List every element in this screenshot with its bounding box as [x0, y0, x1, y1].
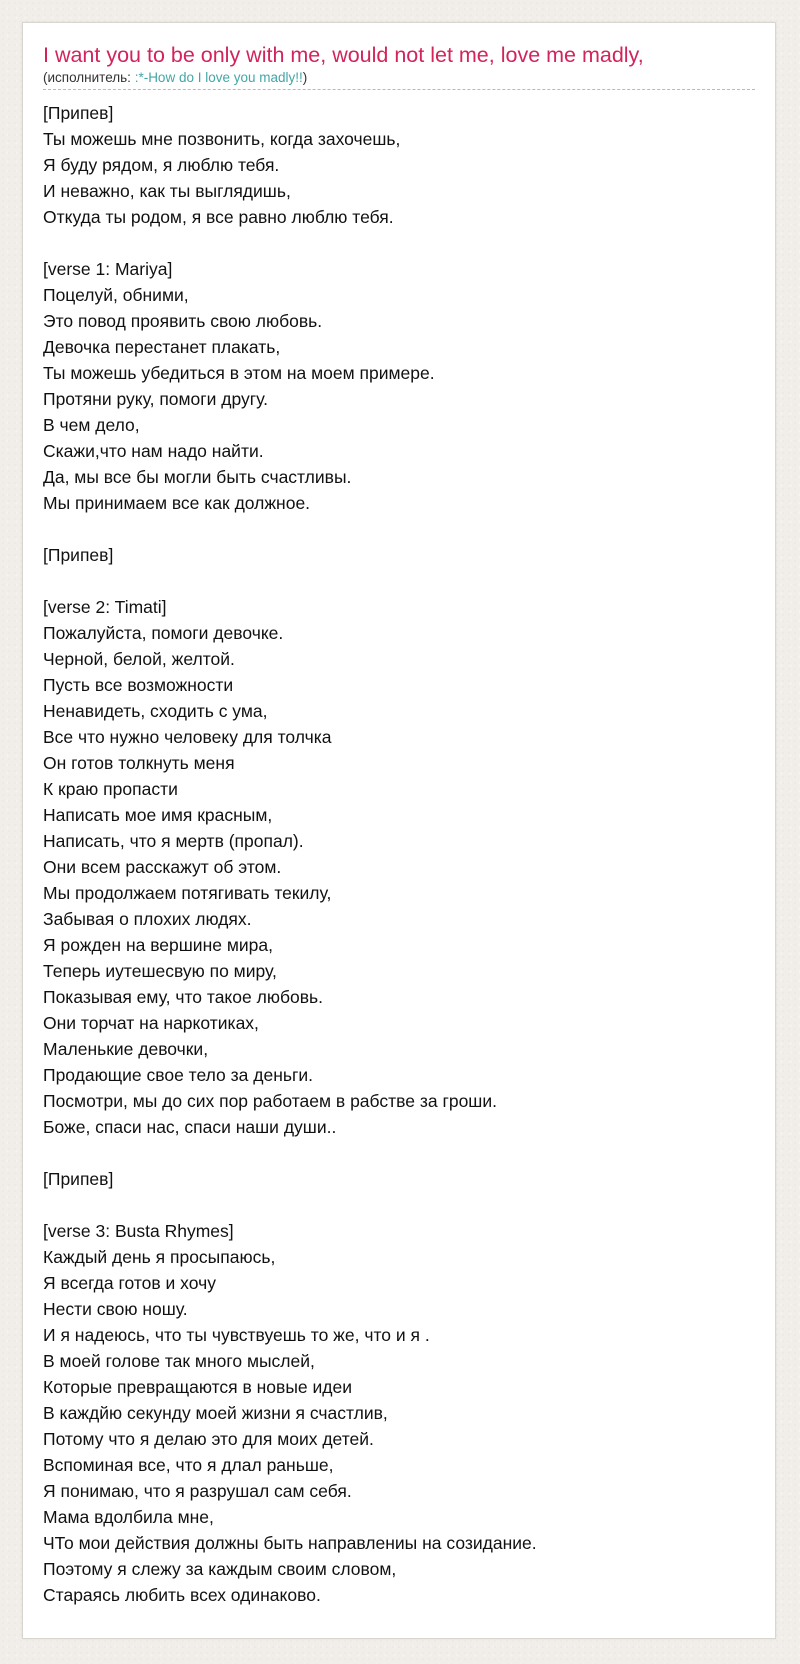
lyric-line: Откуда ты родом, я все равно люблю тебя.	[43, 207, 394, 227]
lyric-line: Вспоминая все, что я длал раньше,	[43, 1455, 334, 1475]
lyric-line: Мы принимаем все как должное.	[43, 493, 311, 513]
lyric-line: Он готов толкнуть меня	[43, 753, 235, 773]
lyric-line: Я буду рядом, я люблю тебя.	[43, 155, 280, 175]
lyric-line: Мы продолжаем потягивать текилу,	[43, 883, 332, 903]
lyric-line: Маленькие девочки,	[43, 1039, 209, 1059]
lyric-line: Ты можешь убедиться в этом на моем примере.	[43, 363, 435, 383]
lyric-line: Нести свою ношу.	[43, 1299, 188, 1319]
blank-line	[43, 568, 755, 594]
lyric-line: Которые превращаются в новые идеи	[43, 1377, 353, 1397]
lyric-line: Пожалуйста, помоги девочке.	[43, 623, 284, 643]
lyric-line: Я понимаю, что я разрушал сам себя.	[43, 1481, 352, 1501]
lyric-line: Девочка перестанет плакать,	[43, 337, 281, 357]
lyric-line: В чем дело,	[43, 415, 140, 435]
lyric-line: Они торчат на наркотиках,	[43, 1013, 259, 1033]
artist-link[interactable]: :*-How do I love you madly!!	[134, 70, 303, 85]
lyrics-card	[22, 22, 776, 1639]
blank-line	[43, 1140, 755, 1166]
lyric-line: Потому что я делаю это для моих детей.	[43, 1429, 374, 1449]
lyric-line: Пусть все возможности	[43, 675, 234, 695]
lyric-line: Поэтому я слежу за каждым своим словом,	[43, 1559, 397, 1579]
lyric-line: Каждый день я просыпаюсь,	[43, 1247, 276, 1267]
lyric-line: Да, мы все бы могли быть счастливы.	[43, 467, 352, 487]
lyric-line: Я рожден на вершине мира,	[43, 935, 273, 955]
lyric-line: Показывая ему, что такое любовь.	[43, 987, 323, 1007]
lyric-line: [Припев]	[43, 1169, 114, 1189]
lyric-line: И я надеюсь, что ты чувствуешь то же, что и я .	[43, 1325, 430, 1345]
lyric-line: Поцелуй, обними,	[43, 285, 189, 305]
lyric-line: В каждйю секунду моей жизни я счастлив,	[43, 1403, 388, 1423]
blank-line	[43, 1192, 755, 1218]
lyric-line: ЧТо мои действия должны быть направлениы на созидание.	[43, 1533, 537, 1553]
lyric-line: Стараясь любить всех одинаково.	[43, 1585, 321, 1605]
byline-prefix: (исполнитель:	[43, 70, 135, 85]
lyric-line: В моей голове так много мыслей,	[43, 1351, 315, 1371]
lyric-line: [Припев]	[43, 545, 114, 565]
lyric-line: Черной, белой, желтой.	[43, 649, 235, 669]
lyric-line: [verse 3: Busta Rhymes]	[43, 1221, 234, 1241]
lyric-line: Написать мое имя красным,	[43, 805, 273, 825]
lyric-line: Теперь иутешесвую по миру,	[43, 961, 277, 981]
lyric-line: Они всем расскажут об этом.	[43, 857, 282, 877]
artist-byline	[43, 70, 755, 90]
lyric-line: Я всегда готов и хочу	[43, 1273, 216, 1293]
blank-line	[43, 230, 755, 256]
lyric-line: Это повод проявить свою любовь.	[43, 311, 323, 331]
lyric-line: Протяни руку, помоги другу.	[43, 389, 269, 409]
lyric-line: [verse 1: Mariya]	[43, 259, 173, 279]
lyric-line: Боже, спаси нас, спаси наши души..	[43, 1117, 337, 1137]
lyric-line: Ненавидеть, сходить с ума,	[43, 701, 268, 721]
lyric-line: Мама вдолбила мне,	[43, 1507, 214, 1527]
lyric-line: Написать, что я мертв (пропал).	[43, 831, 304, 851]
lyric-line: Посмотри, мы до сих пор работаем в рабстве за гроши.	[43, 1091, 497, 1111]
lyric-line: [verse 2: Timati]	[43, 597, 167, 617]
lyric-line: Забывая о плохих людях.	[43, 909, 252, 929]
lyric-line: [Припев]	[43, 103, 114, 123]
lyric-line: Все что нужно человеку для толчка	[43, 727, 332, 747]
lyric-line: К краю пропасти	[43, 779, 178, 799]
lyric-line: Продающие свое тело за деньги.	[43, 1065, 314, 1085]
lyric-line: Скажи,что нам надо найти.	[43, 441, 264, 461]
lyrics-body	[43, 100, 755, 1608]
lyric-line: И неважно, как ты выглядишь,	[43, 181, 291, 201]
blank-line	[43, 516, 755, 542]
song-title: I want you to be only with me, would not let me, love me madly,	[43, 43, 644, 67]
lyric-line: Ты можешь мне позвонить, когда захочешь,	[43, 129, 401, 149]
byline-suffix: )	[302, 70, 308, 85]
